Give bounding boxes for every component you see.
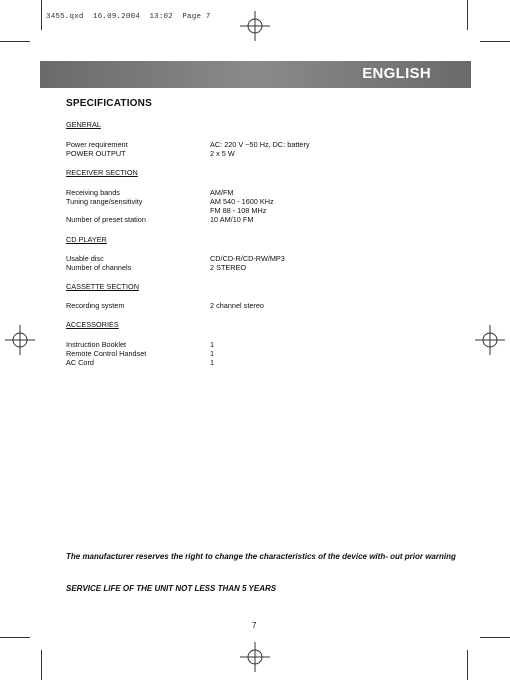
spec-value: 10 AM/10 FM [210,215,254,224]
section-title-cd-player: CD PLAYER [66,235,107,244]
spec-value: 2 STEREO [210,263,247,272]
spec-label: AC Cord [66,358,94,367]
spec-value: AM 540 - 1600 KHz [210,197,274,206]
spec-value: AC: 220 V ~50 Hz, DC: battery [210,140,310,149]
spec-label: Remote Control Handset [66,349,147,358]
spec-label: Usable disc [66,254,104,263]
registration-mark-right-icon [475,325,505,355]
crop-mark-top-right-h [480,41,510,42]
spec-value: 1 [210,358,215,367]
spec-label: POWER OUTPUT [66,149,126,158]
spec-value: 2 channel stereo [210,301,264,310]
spec-row [66,254,426,263]
section-title-general: GENERAL [66,120,101,129]
spec-row [66,358,426,367]
spec-value: 1 [210,340,215,349]
registration-mark-bottom-icon [240,642,270,672]
specifications-heading: SPECIFICATIONS [66,98,152,109]
section-title-receiver: RECEIVER SECTION [66,168,138,177]
spec-row [66,188,426,197]
spec-row [66,215,426,224]
crop-mark-bottom-right-h [480,637,510,638]
spec-row [66,349,426,358]
spec-row [66,301,426,310]
crop-mark-bottom-left-v [41,650,42,680]
spec-value: 1 [210,349,215,358]
spec-label: Recording system [66,301,125,310]
section-title-accessories: ACCESSORIES [66,320,119,329]
print-slug [46,13,211,21]
spec-label: Tuning range/sensitivity [66,197,143,206]
page-number: 7 [252,621,257,630]
spec-row [66,263,426,272]
spec-row [66,140,426,149]
slug-time: 13:02 [149,13,173,21]
spec-value: FM 88 - 108 MHz [210,206,267,215]
service-life-notice: SERVICE LIFE OF THE UNIT NOT LESS THAN 5 YEARS [66,584,277,593]
spec-value: CD/CD-R/CD-RW/MP3 [210,254,285,263]
spec-label: Instruction Booklet [66,340,127,349]
crop-mark-top-right-v [467,0,468,30]
spec-value: AM/FM [210,188,234,197]
spec-label: Number of preset station [66,215,146,224]
spec-row [66,149,426,158]
crop-mark-bottom-left-h [0,637,30,638]
crop-mark-top-left-h [0,41,30,42]
spec-row [66,197,426,206]
crop-mark-bottom-right-v [467,650,468,680]
spec-row [66,340,426,349]
section-title-cassette: CASSETTE SECTION [66,282,139,291]
slug-page: Page 7 [182,13,211,21]
spec-label: Number of channels [66,263,132,272]
spec-label: Receiving bands [66,188,120,197]
registration-mark-left-icon [5,325,35,355]
crop-mark-top-left-v [41,0,42,30]
slug-filename: 3455.qxd [46,13,84,21]
spec-row [66,206,426,215]
language-header-band [40,61,471,88]
manufacturer-disclaimer: The manufacturer reserves the right to change the characteristics of the device with- out prior warning [66,552,456,561]
registration-mark-top-icon [240,11,270,41]
language-title: ENGLISH [362,65,431,82]
spec-label: Power requirement [66,140,128,149]
slug-date: 16.09.2004 [93,13,141,21]
spec-value: 2 x 5 W [210,149,235,158]
